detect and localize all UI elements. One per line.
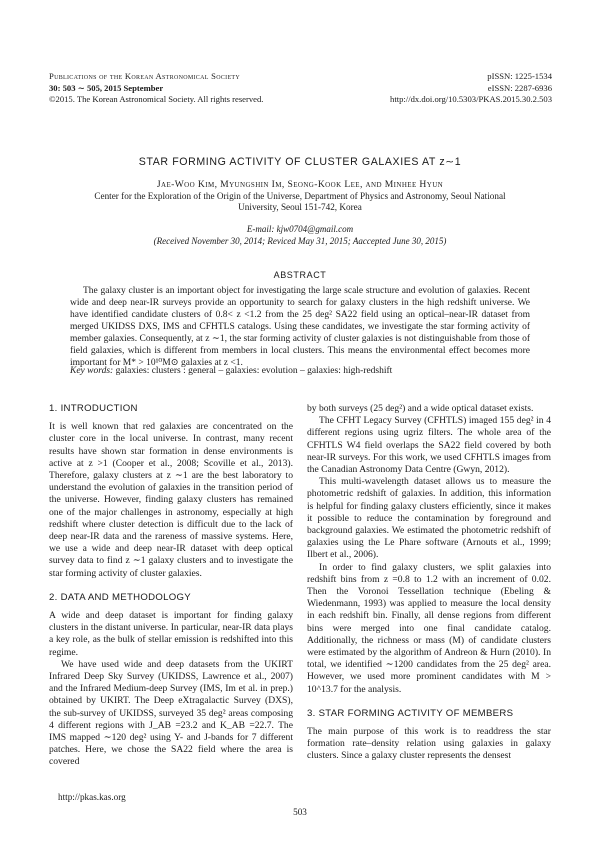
right-paragraph-4: In order to find galaxy clusters, we split galaxies into redshift bins from z =0.8 to 1.2 with an increment of 0.02. Then the Voronoi Tessellation technique (Ebeling & Wiedenmann, 1993) was applied to measure the local density in each redshift bin. Finally, all dense regions from different bins were merged into one final candidate catalog. Additionally, the richness or mass (M) of candidate clusters were estimated by the algorithm of Andreon & Hurn (2010). In total, we identified ∼1200 candidates from the 25 deg² area. However, we used more prominent candidates with M > 10^13.7 for the analysis.	[307, 561, 551, 695]
affiliation	[90, 191, 510, 214]
paper-title: STAR FORMING ACTIVITY OF CLUSTER GALAXIES AT z∼1	[138, 156, 462, 168]
left-column	[49, 403, 293, 769]
volume-line: 30: 503 ∼ 505, 2015 September	[49, 82, 164, 93]
section-heading-star-forming: 3. STAR FORMING ACTIVITY OF MEMBERS	[307, 707, 514, 719]
star-forming-paragraph: The main purpose of this work is to readdress the star formation rate–density relation using galaxies in galaxy clusters. Since a galaxy cluster represents the densest	[307, 726, 551, 762]
right-paragraph-2: The CFHT Legacy Survey (CFHTLS) imaged 155 deg² in 4 different regions using ugriz filters. The whole area of the CFHTLS W4 field overlaps the SA22 field covered by both near-IR surveys. For this work, we used CFHTLS images from the Canadian Astronomy Data Centre (Gwyn, 2012).	[307, 415, 551, 476]
right-paragraph-1: by both surveys (25 deg²) and a wide optical dataset exists.	[307, 403, 534, 414]
data-paragraph-1: A wide and deep dataset is important for finding galaxy clusters in the distant universe. In particular, near-IR data plays a key role, as the bulk of stellar emission is redshifted into this regime.	[49, 610, 293, 658]
received-dates: (Received November 30, 2014; Reviced May 31, 2015; Aaccepted June 30, 2015)	[153, 236, 447, 246]
data-paragraph-2: We have used wide and deep datasets from the UKIRT Infrared Deep Sky Survey (UKIDSS, Lawrence et al., 2007) and the Infrared Medium-deep Survey (IMS, Im et al. in prep.) obtained by UKIRT. The Deep eXtragalactic Survey (DXS), the sub-survey of UKIDSS, surveyed 35 deg² areas composing 4 different regions with J_AB =23.2 and K_AB =22.7. The IMS mapped ∼120 deg² using Y- and J-bands for 7 different patches. Here, we chose the SA22 field where the area is covered	[49, 658, 293, 768]
abstract-text: The galaxy cluster is an important object for investigating the large scale structure and evolution of galaxies. Recent wide and deep near-IR surveys provide an opportunity to search for galaxy clusters in the high redshift universe. We have identified candidate clusters of 0.8< z <1.2 from the 25 deg² SA22 field using an optical–near-IR dataset from merged UKIDSS DXS, IMS and CFHTLS catalogs. Using these candidates, we investigate the star forming activity of member galaxies. Consequently, at z ∼1, the star forming activity of cluster galaxies is not distinguishable from those of field galaxies, which is different from members in local clusters. This means the environmental effect becomes more important for M* > 10¹⁰M⊙ galaxies at z <1.	[70, 286, 530, 368]
keywords-text: galaxies: clusters : general – galaxies: evolution – galaxies: high-redshift	[115, 366, 393, 376]
right-column	[307, 403, 551, 763]
copyright-line: ©2015. The Korean Astronomical Society. All rights reserved.	[49, 94, 264, 105]
issn-block	[390, 71, 552, 106]
page-number: 503	[293, 807, 307, 817]
intro-paragraph: It is well known that red galaxies are concentrated on the cluster core in the local universe. In contrast, many recent results have shown star formation in dense environments is active at z >1 (Cooper et al., 2008; Scoville et al., 2013). Therefore, galaxy clusters at z ∼1 are the best laboratory to understand the evolution of galaxies in the transition period of the universe. However, finding galaxy clusters has remained one of the major challenges in astronomy, especially at high redshift where cluster detection is difficult due to the lack of deep near-IR data and the rareness of massive systems. Here, we use a wide and deep near-IR dataset with deep optical survey data to find z ∼1 galaxy clusters and to investigate the star forming activity of cluster galaxies.	[49, 421, 293, 579]
pissn: pISSN: 1225-1534	[487, 71, 552, 81]
keywords	[70, 366, 530, 376]
doi-link[interactable]: http://dx.doi.org/10.5303/PKAS.2015.30.2.503	[390, 94, 552, 105]
right-paragraph-3: This multi-wavelength dataset allows us to measure the photometric redshift of galaxies. In addition, this information is helpful for finding galaxy clusters efficiently, since it makes it possible to reduce the contamination by foreground and background galaxies. We estimated the photometric redshift of galaxies using the Le Phare software (Arnouts et al., 1999; Ilbert et al., 2006).	[307, 476, 551, 561]
section-heading-introduction: 1. INTRODUCTION	[49, 403, 138, 414]
journal-name: Publications of the Korean Astronomical Society	[49, 71, 241, 81]
email[interactable]: E-mail: kjw0704@gmail.com	[246, 224, 354, 234]
affiliation-line-2: University, Seoul 151-742, Korea	[238, 202, 362, 213]
authors: Jae-Woo Kim, Myungshin Im, Seong-Kook Lee, and Minhee Hyun	[156, 179, 444, 190]
abstract-heading: ABSTRACT	[273, 270, 327, 280]
section-heading-data: 2. DATA AND METHODOLOGY	[49, 591, 191, 603]
keywords-label: Key words:	[70, 366, 114, 376]
affiliation-line-1: Center for the Exploration of the Origin of the Universe, Department of Physics and Astronomy, Seoul National	[94, 191, 506, 201]
eissn: eISSN: 2287-6936	[487, 82, 552, 93]
journal-header	[49, 71, 263, 106]
footer-url[interactable]: http://pkas.kas.org	[58, 792, 126, 802]
